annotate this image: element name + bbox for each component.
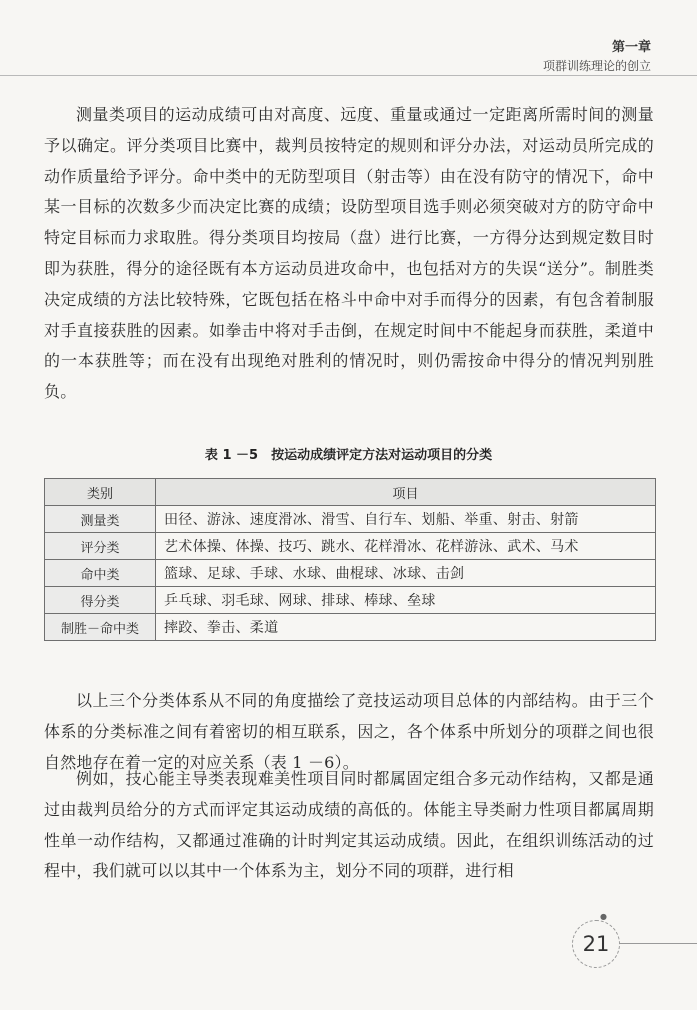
row-items: 艺术体操、体操、技巧、跳水、花样滑冰、花样游泳、武术、马术 — [156, 533, 656, 560]
chapter-label: 第一章 — [611, 40, 651, 55]
running-header — [543, 36, 651, 74]
decorative-dot: ● — [600, 912, 607, 921]
row-items: 田径、游泳、速度滑冰、滑雪、自行车、划船、举重、射击、射箭 — [156, 506, 656, 533]
page-number: 21 — [572, 920, 620, 968]
body-paragraph-2: 以上三个分类体系从不同的角度描绘了竞技运动项目总体的内部结构。由于三个体系的分类标准之间有着密切的相互联系，因之，各个体系中所划分的项群之间也很自然地存在着一定的对应关系（表 1 －6）。 — [44, 691, 654, 772]
column-header-items: 项目 — [156, 479, 656, 506]
column-header-category: 类别 — [45, 479, 156, 506]
row-category: 测量类 — [45, 506, 156, 533]
body-paragraph-3: 例如，技心能主导类表现难美性项目同时都属固定组合多元动作结构，又都是通过由裁判员给分的方式而评定其运动成绩的高低的。体能主导类耐力性项目都属周期性单一动作结构，又都通过准确的计时判定其运动成绩。因此，在组织训练活动的过程中，我们就可以以其中一个体系为主，划分不同的项群，进行相 — [44, 769, 654, 881]
chapter-subtitle: 项群训练理论的创立 — [542, 59, 651, 73]
row-category: 制胜－命中类 — [45, 614, 156, 641]
table-row — [45, 614, 656, 641]
table-row — [45, 506, 656, 533]
row-category: 得分类 — [45, 587, 156, 614]
row-items: 篮球、足球、手球、水球、曲棍球、冰球、击剑 — [156, 560, 656, 587]
table-header-row — [45, 479, 656, 506]
classification-table — [44, 478, 656, 641]
body-paragraph-1: 测量类项目的运动成绩可由对高度、远度、重量或通过一定距离所需时间的测量予以确定。评分类项目比赛中，裁判员按特定的规则和评分办法，对运动员所完成的动作质量给予评分。命中类中的无防型项目（射击等）由在没有防守的情况下，命中某一目标的次数多少而决定比赛的成绩；设防型项目选手则必须突破对方的防守命中特定目标而力求取胜。得分类项目均按局（盘）进行比赛，一方得分达到规定数目时即为获胜，得分的途径既有本方运动员进攻命中，也包括对方的失误“送分”。制胜类决定成绩的方法比较特殊，它既包括在格斗中命中对手而得分的因素，有包含着制服对手直接获胜的因素。如拳击中将对手击倒，在规定时间中不能起身而获胜，柔道中的一本获胜等；而在没有出现绝对胜利的情况时，则仍需按命中得分的情况判别胜负。 — [44, 105, 654, 402]
page-number-rule — [620, 943, 697, 944]
row-items: 乒乓球、羽毛球、网球、排球、棒球、垒球 — [156, 587, 656, 614]
row-items: 摔跤、拳击、柔道 — [156, 614, 656, 641]
table-row — [45, 560, 656, 587]
table-row — [45, 533, 656, 560]
row-category: 评分类 — [45, 533, 156, 560]
table-caption: 表 1 －5 按运动成绩评定方法对运动项目的分类 — [204, 448, 493, 463]
header-divider — [0, 75, 697, 76]
table-row — [45, 587, 656, 614]
row-category: 命中类 — [45, 560, 156, 587]
